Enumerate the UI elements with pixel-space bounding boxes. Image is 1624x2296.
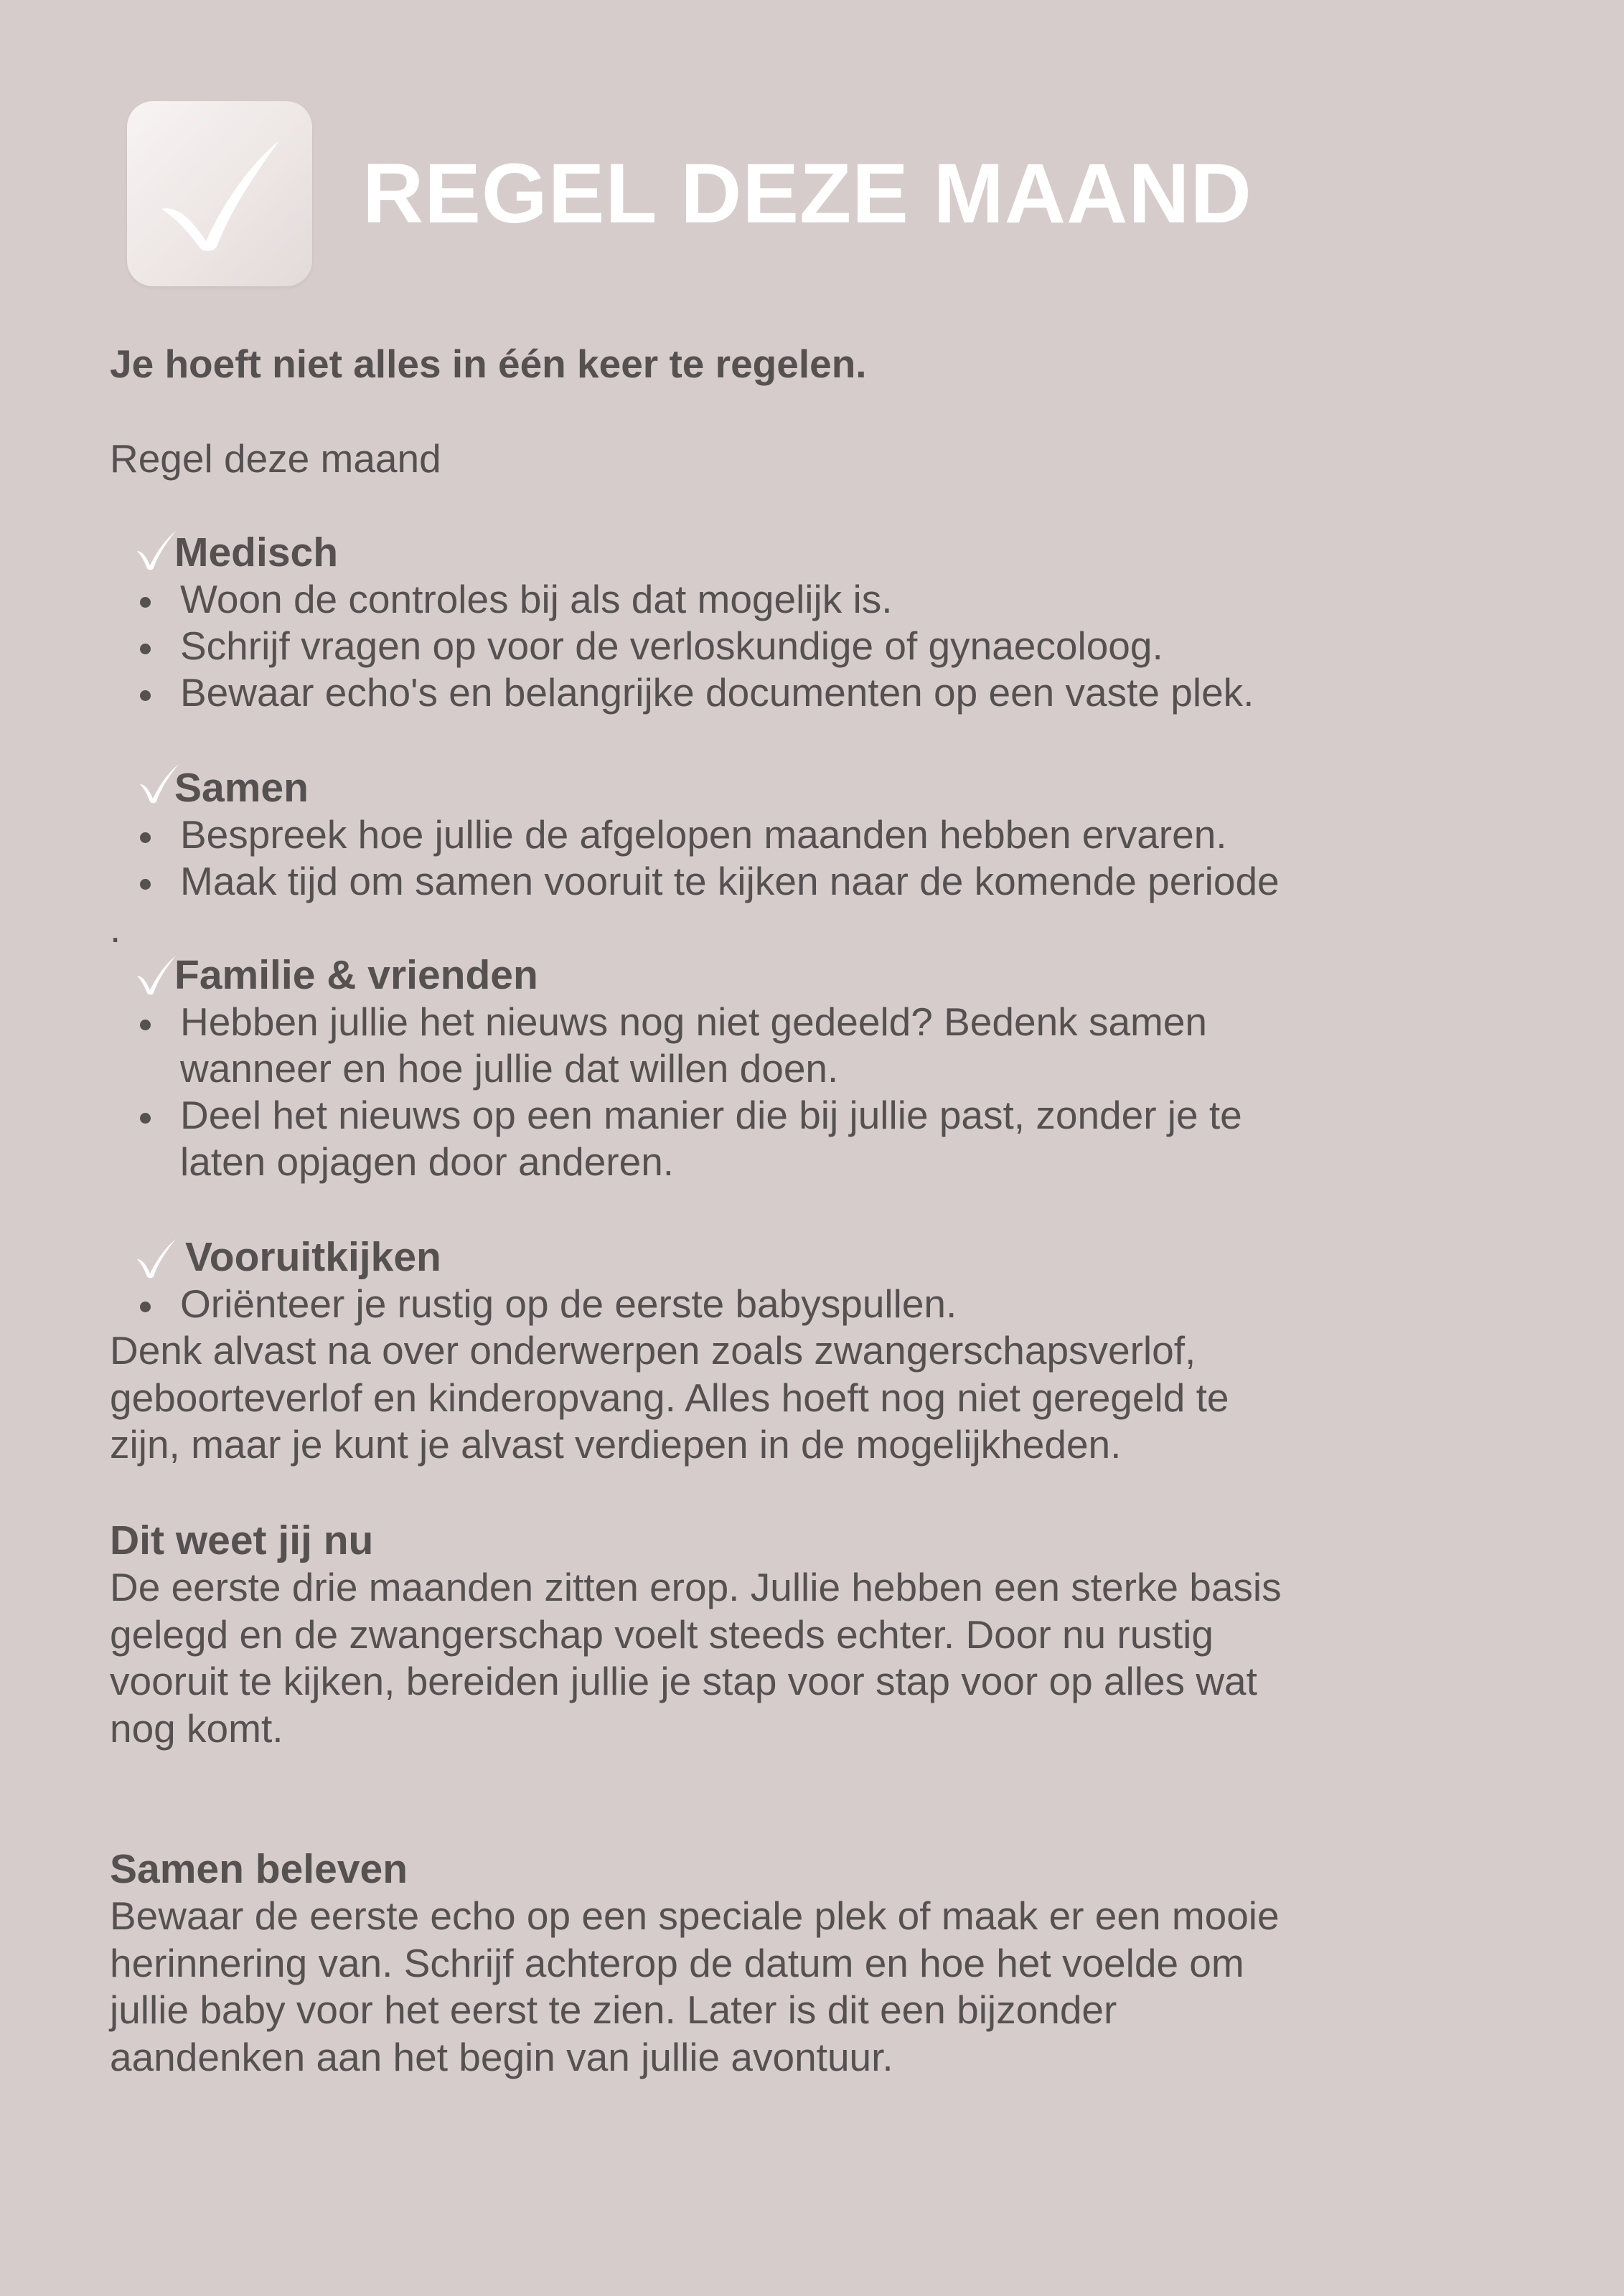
list-item	[110, 999, 1242, 1092]
dit-weet-paragraph	[110, 1564, 1282, 1752]
paragraph-line: geboorteverlof en kinderopvang. Alles hoeft nog niet geregeld te	[110, 1375, 1229, 1420]
paragraph-line: De eerste drie maanden zitten erop. Jullie hebben een sterke basis	[110, 1565, 1282, 1609]
check-icon	[135, 954, 178, 996]
list-medisch	[110, 576, 1254, 716]
checkmark-icon	[156, 133, 285, 255]
logo-box	[127, 101, 312, 286]
section-title-familie: Familie & vrienden	[174, 952, 538, 998]
list-item: Bespreek hoe jullie de afgelopen maanden hebben ervaren.	[110, 811, 1280, 858]
list-item	[110, 1092, 1242, 1185]
paragraph-line: nog komt.	[110, 1705, 283, 1751]
intro-text: Je hoeft niet alles in één keer te regelen.	[110, 342, 867, 386]
list-item-line: laten opjagen door anderen.	[180, 1139, 675, 1184]
section-title-samen: Samen	[174, 765, 309, 811]
list-item-line: Hebben jullie het nieuws nog niet gedeeld? Bedenk samen	[180, 999, 1208, 1044]
paragraph-line: zijn, maar je kunt je alvast verdiepen in de mogelijkheden.	[110, 1422, 1122, 1467]
trailing-period: .	[110, 906, 121, 951]
list-item-line: Deel het nieuws op een manier die bij jullie past, zonder je te	[180, 1093, 1242, 1137]
list-vooruitkijken	[110, 1281, 957, 1327]
paragraph-line: herinnering van. Schrijf achterop de datum en hoe het voelde om	[110, 1940, 1244, 1985]
paragraph-line: jullie baby voor het eerst te zien. Later is dit een bijzonder	[110, 1987, 1117, 2032]
paragraph-line: gelegd en de zwangerschap voelt steeds echter. Door nu rustig	[110, 1612, 1214, 1657]
vooruitkijken-paragraph	[110, 1327, 1229, 1469]
list-samen	[110, 811, 1280, 905]
check-icon	[135, 1238, 178, 1279]
paragraph-line: vooruit te kijken, bereiden jullie je stap voor stap voor op alles wat	[110, 1659, 1257, 1703]
check-icon	[135, 530, 178, 571]
paragraph-line: Denk alvast na over onderwerpen zoals zwangerschapsverlof,	[110, 1328, 1196, 1373]
list-item: Oriënteer je rustig op de eerste babyspullen.	[110, 1281, 957, 1327]
list-item: Bewaar echo's en belangrijke documenten op een vaste plek.	[110, 669, 1254, 716]
section-title-medisch: Medisch	[174, 530, 339, 575]
section-title-vooruitkijken: Vooruitkijken	[185, 1234, 441, 1280]
section-title-samen-beleven: Samen beleven	[110, 1846, 408, 1892]
samen-beleven-paragraph	[110, 1893, 1280, 2081]
paragraph-line: aandenken aan het begin van jullie avontuur.	[110, 2034, 893, 2079]
page-title: REGEL DEZE MAAND	[362, 146, 1252, 241]
list-item: Maak tijd om samen vooruit te kijken naar de komende periode	[110, 858, 1280, 905]
list-item: Woon de controles bij als dat mogelijk is.	[110, 576, 1254, 623]
list-familie	[110, 999, 1242, 1185]
list-item: Schrijf vragen op voor de verloskundige of gynaecoloog.	[110, 623, 1254, 669]
paragraph-line: Bewaar de eerste echo op een speciale plek of maak er een mooie	[110, 1893, 1280, 1938]
section-title-dit-weet: Dit weet jij nu	[110, 1518, 374, 1563]
subtitle: Regel deze maand	[110, 436, 441, 481]
list-item-line: wanneer en hoe jullie dat willen doen.	[180, 1046, 839, 1091]
